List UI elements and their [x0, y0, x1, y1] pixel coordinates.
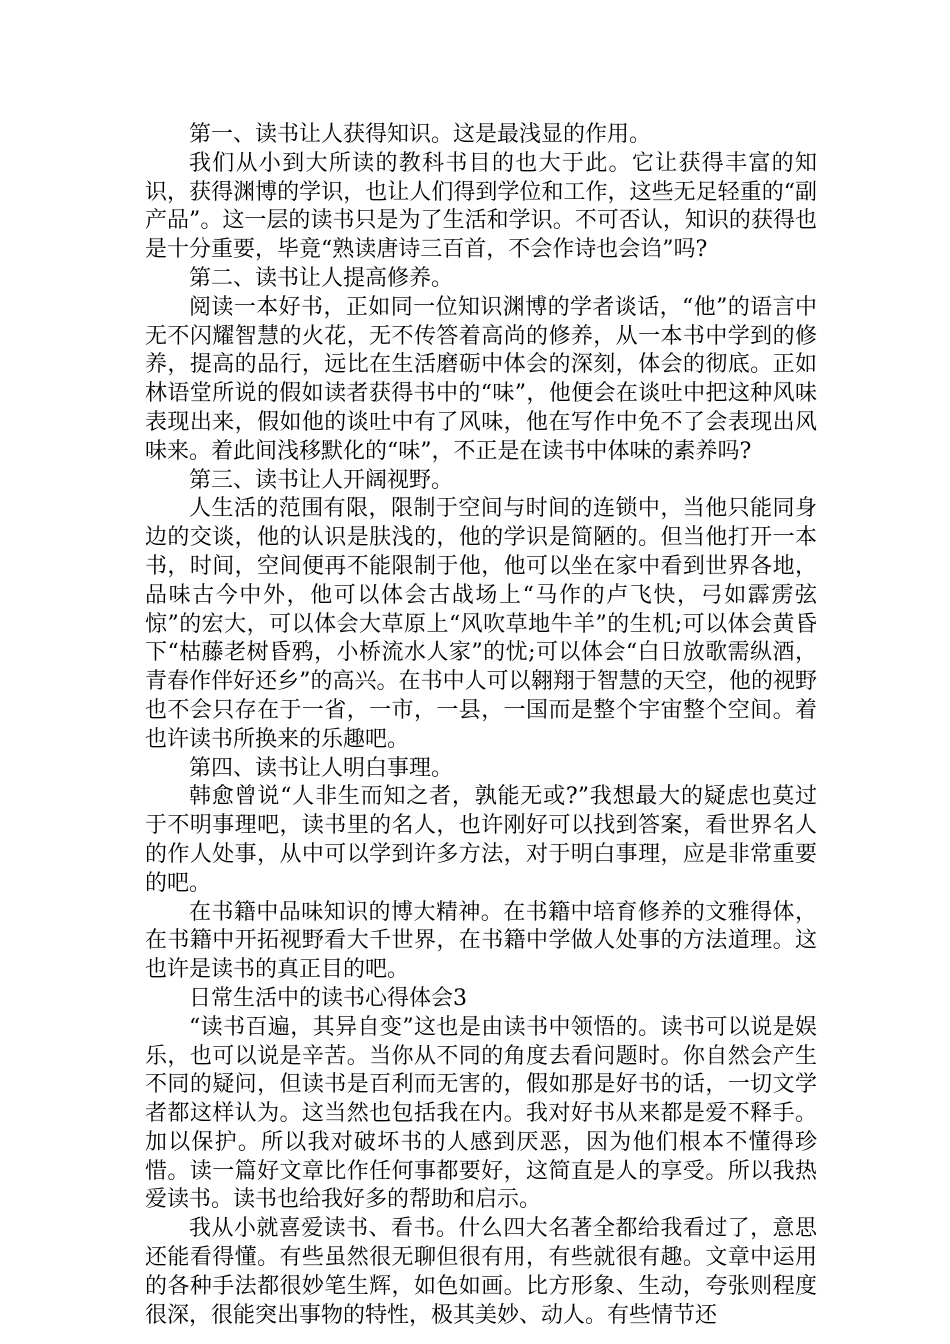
- paragraph-summary: 在书籍中品味知识的博大精神。在书籍中培育修养的文雅得体，在书籍中开拓视野看大千世界，在书籍中学做人处事的方法道理。这也许是读书的真正目的吧。: [145, 899, 817, 983]
- document-body: [145, 121, 817, 1330]
- heading-knowledge: 第一、读书让人获得知识。这是最浅显的作用。: [189, 122, 652, 147]
- heading-vision: 第三、读书让人开阔视野。: [189, 467, 454, 493]
- paragraph-knowledge: 我们从小到大所读的教科书目的也大于此。它让获得丰富的知识，获得渊博的学识，也让人们得到学位和工作，这些无足轻重的“副产品”。这一层的读书只是为了生活和学识。不可否认，知识的获得也是十分重要，毕竟“熟读唐诗三百首，不会作诗也会诌”吗?: [145, 150, 817, 263]
- paragraph-cultivation: 阅读一本好书，正如同一位知识渊博的学者谈话，“他”的语言中无不闪耀智慧的火花，无不传答着高尚的修养，从一本书中学到的修养，提高的品行，远比在生活磨砺中体会的深刻，体会的彻底。正如林语堂所说的假如读者获得书中的“味”，他便会在谈吐中把这种风味表现出来，假如他的谈吐中有了风味，他在写作中免不了会表现出风味来。着此间浅移默化的“味”，不正是在读书中体味的素养吗?: [145, 294, 817, 464]
- heading-reason: 第四、读书让人明白事理。: [189, 755, 454, 781]
- paragraph-reason: 韩愈曾说“人非生而知之者，孰能无或?”我想最大的疑虑也莫过于不明事理吧，读书里的名人，也许刚好可以找到答案，看世界名人的作人处事，从中可以学到许多方法，对于明白事理，应是非常重要的吧。: [145, 784, 817, 896]
- paragraph-reading-hundred: “读书百遍，其异自变”这也是由读书中领悟的。读书可以说是娱乐，也可以说是辛苦。当你从不同的角度去看问题时。你自然会产生不同的疑问，但读书是百利而无害的，假如那是好书的话，一切文学者都这样认为。这当然也包括我在内。我对好书从来都是爱不释手。加以保护。所以我对破坏书的人感到厌恶，因为他们根本不懂得珍惜。读一篇好文章比作任何事都要好，这简直是人的享受。所以我热爱读书。读书也给我好多的帮助和启示。: [145, 1014, 817, 1213]
- paragraph-childhood-reading: 我从小就喜爱读书、看书。什么四大名著全都给我看过了，意思还能看得懂。有些虽然很无聊但很有用，有些就很有趣。文章中运用的各种手法都很妙笔生辉，如色如画。比方形象、生动，夸张则程度很深，很能突出事物的特性，极其美妙、动人。有些情节还: [145, 1216, 817, 1328]
- section-title: 日常生活中的读书心得体会3: [189, 985, 467, 1011]
- paragraph-vision: 人生活的范围有限，限制于空间与时间的连锁中，当他只能同身边的交谈，他的认识是肤浅的，他的学识是简陋的。但当他打开一本书，时间，空间便再不能限制于他，他可以坐在家中看到世界各地，品味古今中外，他可以体会古战场上“马作的卢飞快，弓如霹雳弦惊”的宏大，可以体会大草原上“风吹草地牛羊”的生机;可以体会黄昏下“枯藤老树昏鸦，小桥流水人家”的忧;可以体会“白日放歌需纵酒，青春作伴好还乡”的高兴。在书中人可以翱翔于智慧的天空，他的视野也不会只存在于一省，一市，一县，一国而是整个宇宙整个空间。着也许读书所换来的乐趣吧。: [145, 496, 817, 752]
- heading-cultivation: 第二、读书让人提高修养。: [189, 265, 454, 291]
